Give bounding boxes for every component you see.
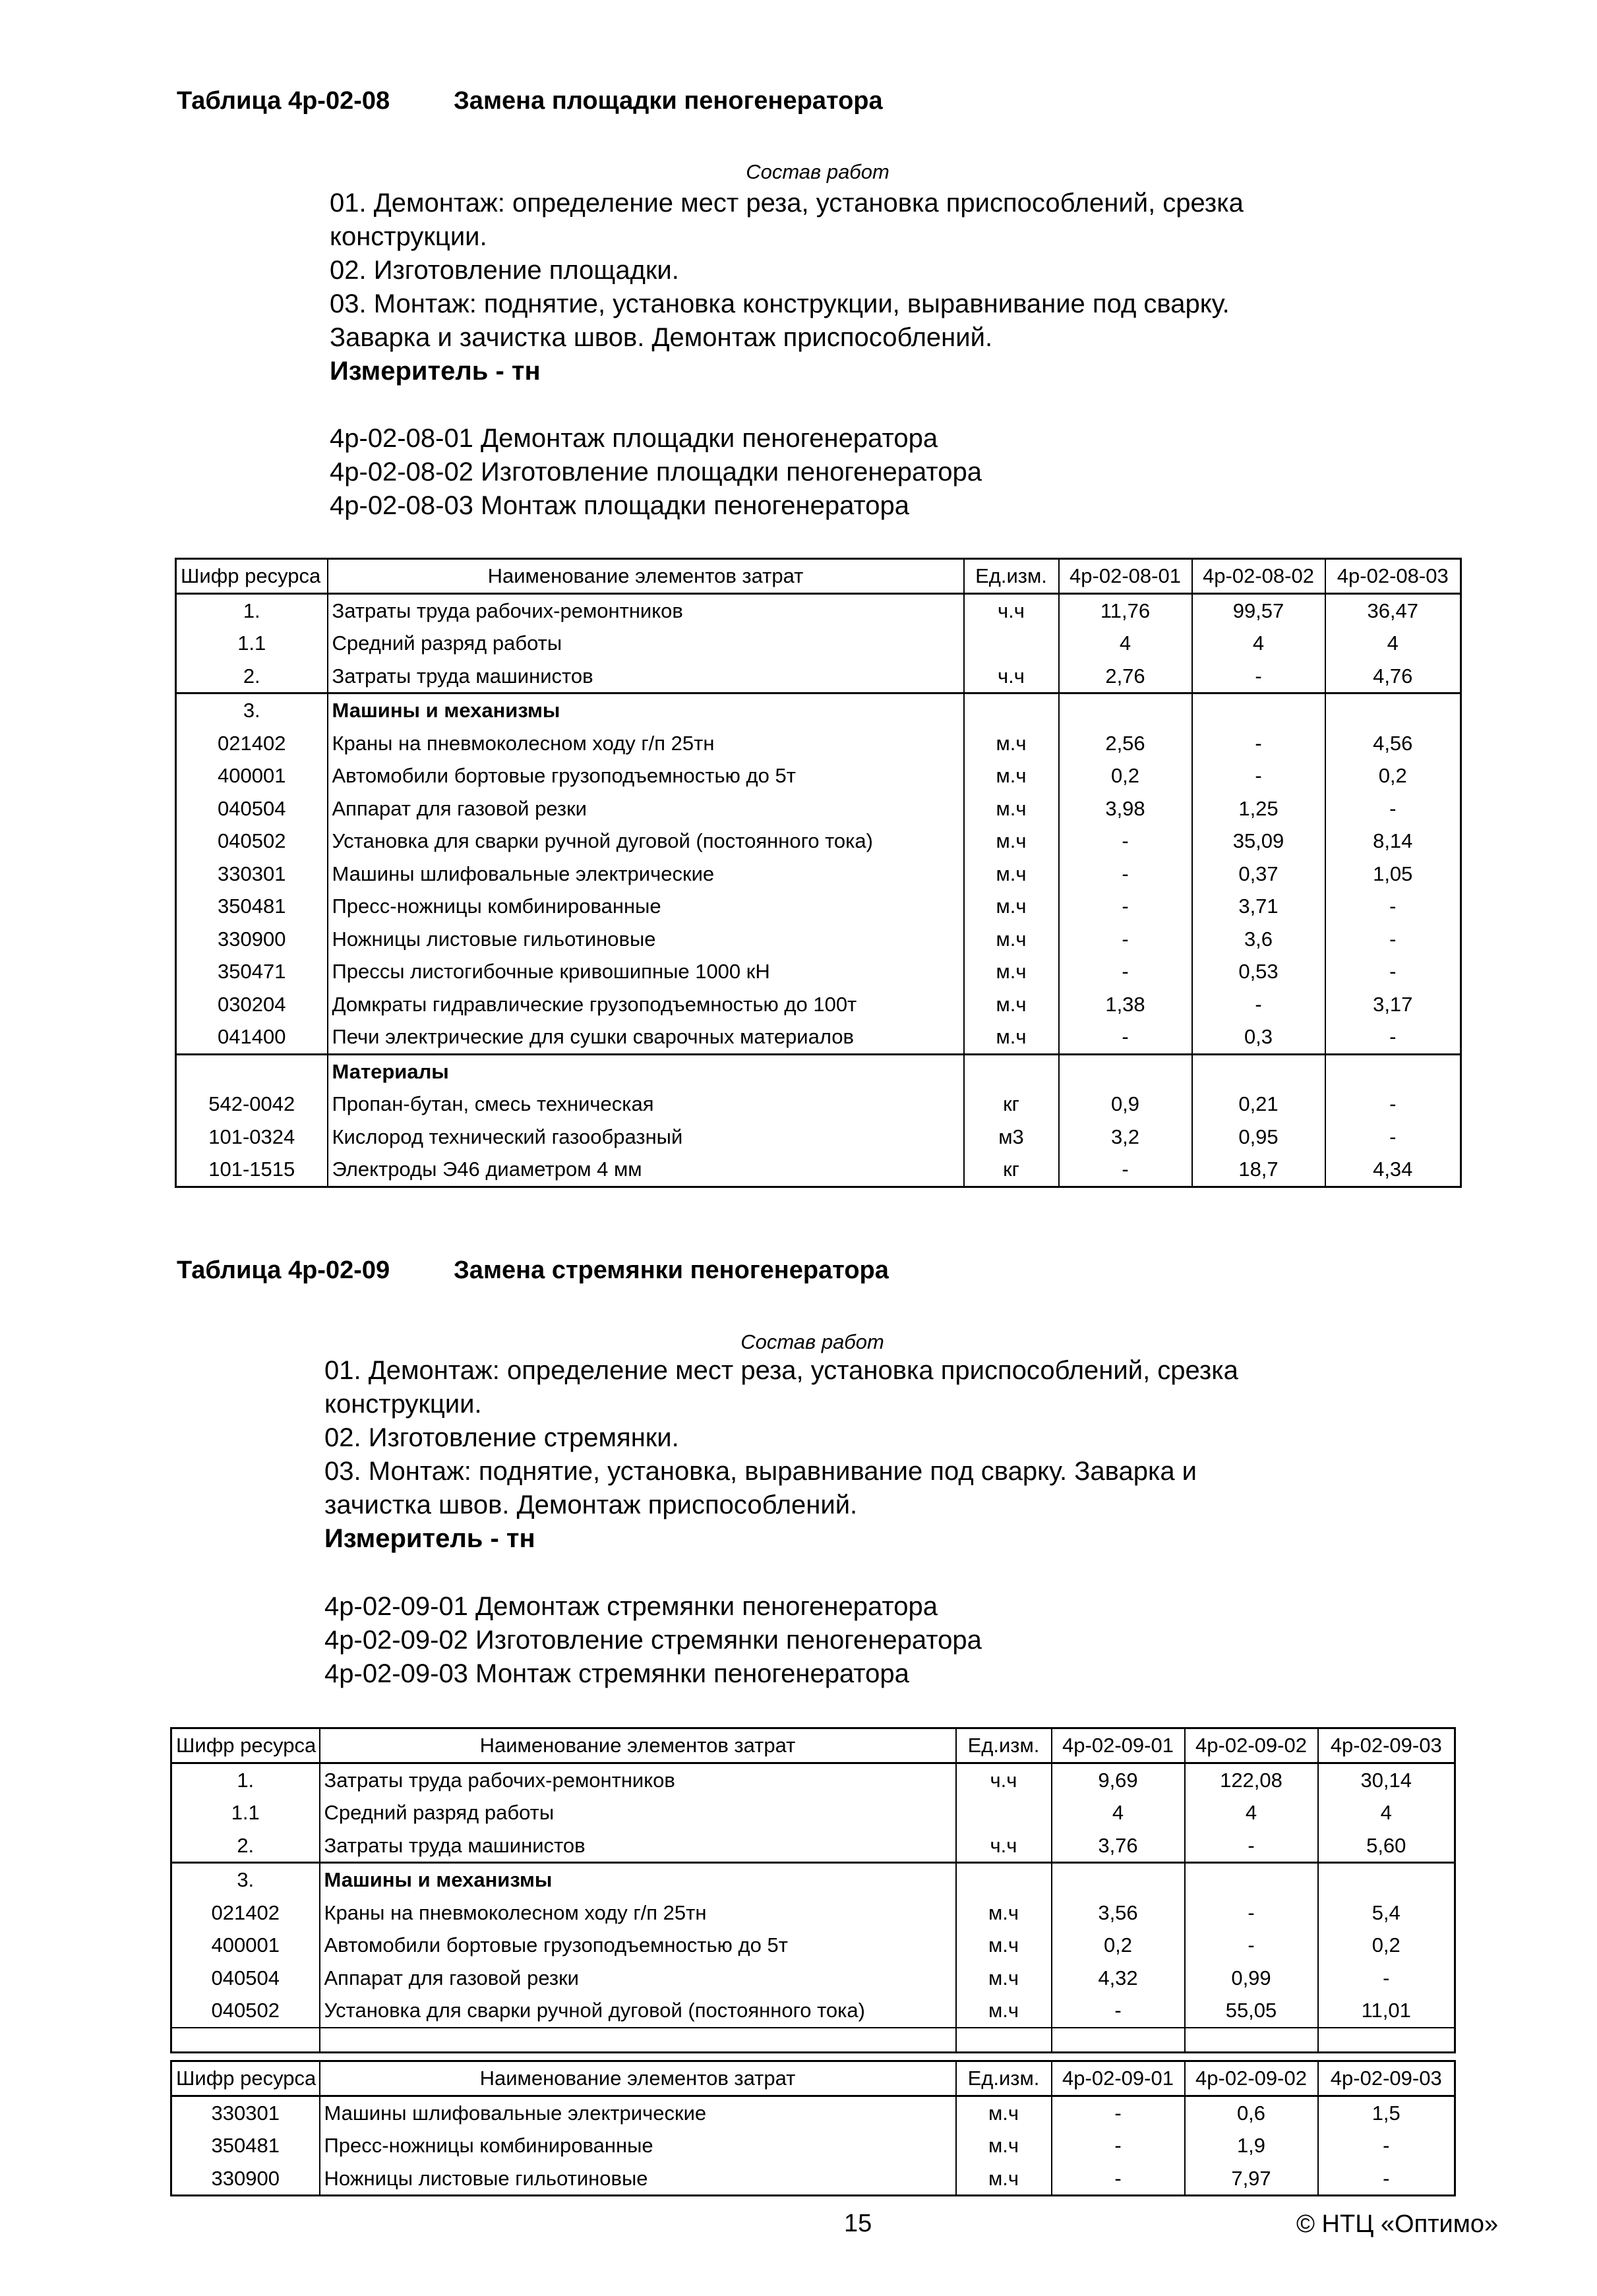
cost-element-name-cell: Прессы листогибочные кривошипные 1000 кН bbox=[328, 955, 964, 988]
cost-element-name-cell: Электроды Э46 диаметром 4 мм bbox=[328, 1153, 964, 1187]
resource-code-cell: 400001 bbox=[176, 759, 328, 792]
unit-cell: ч.ч bbox=[956, 1829, 1052, 1863]
unit-cell: м.ч bbox=[964, 858, 1059, 891]
column-header: Шифр ресурса bbox=[176, 559, 328, 594]
table2-work-line: 01. Демонтаж: определение мест реза, установка приспособлений, срезка конструкции. bbox=[324, 1356, 1238, 1419]
resource-code-cell bbox=[176, 1054, 328, 1088]
value-cell: - bbox=[1059, 1153, 1192, 1187]
column-header: Наименование элементов затрат bbox=[320, 1728, 956, 1763]
column-header: 4р-02-09-01 bbox=[1052, 1728, 1185, 1763]
unit-cell: м.ч bbox=[964, 825, 1059, 858]
resource-code-cell: 350471 bbox=[176, 955, 328, 988]
value-cell bbox=[1185, 1863, 1318, 1897]
value-cell: 1,05 bbox=[1325, 858, 1461, 891]
unit-cell: м.ч bbox=[956, 2096, 1052, 2129]
value-cell: 3,17 bbox=[1325, 988, 1461, 1021]
table-row bbox=[176, 627, 1461, 660]
table-row bbox=[176, 1153, 1461, 1187]
unit-cell: м.ч bbox=[964, 759, 1059, 792]
value-cell: 0,2 bbox=[1318, 1929, 1455, 1962]
table2-work-description bbox=[324, 1354, 1300, 1556]
value-cell: - bbox=[1059, 825, 1192, 858]
value-cell: 0,53 bbox=[1192, 955, 1325, 988]
table1-norm-item: 4р-02-08-02 Изготовление площадки пеногенератора bbox=[330, 457, 982, 486]
table-row bbox=[171, 2162, 1455, 2196]
value-cell: - bbox=[1059, 1020, 1192, 1054]
table2-work-heading: Состав работ bbox=[740, 1330, 884, 1353]
value-cell: 0,2 bbox=[1052, 1929, 1185, 1962]
table1-norm-item: 4р-02-08-01 Демонтаж площадки пеногенератора bbox=[330, 424, 938, 453]
column-header: 4р-02-08-01 bbox=[1059, 559, 1192, 594]
table1-title bbox=[177, 87, 883, 115]
table-row bbox=[171, 1863, 1455, 1897]
column-header: 4р-02-09-01 bbox=[1052, 2061, 1185, 2096]
table2-work-line: 02. Изготовление стремянки. bbox=[324, 1423, 679, 1452]
column-header: Наименование элементов затрат bbox=[328, 559, 964, 594]
table-row bbox=[171, 1897, 1455, 1929]
unit-cell: м.ч bbox=[956, 1994, 1052, 2028]
table-row bbox=[176, 923, 1461, 956]
value-cell bbox=[1059, 693, 1192, 727]
value-cell: - bbox=[1318, 2162, 1455, 2196]
table2-norm-item: 4р-02-09-01 Демонтаж стремянки пеногенератора bbox=[324, 1592, 938, 1621]
cost-element-name-cell: Печи электрические для сушки сварочных материалов bbox=[328, 1020, 964, 1054]
resource-code-cell: 542-0042 bbox=[176, 1088, 328, 1121]
unit-cell: ч.ч bbox=[956, 1763, 1052, 1796]
unit-cell: ч.ч bbox=[964, 660, 1059, 693]
value-cell: 9,69 bbox=[1052, 1763, 1185, 1796]
cost-element-name-cell: Автомобили бортовые грузоподъемностью до 5т bbox=[320, 1929, 956, 1962]
value-cell: - bbox=[1192, 660, 1325, 693]
table-row bbox=[171, 1929, 1455, 1962]
value-cell: 122,08 bbox=[1185, 1763, 1318, 1796]
cost-element-name-cell: Пропан-бутан, смесь техническая bbox=[328, 1088, 964, 1121]
resource-code-cell: 330900 bbox=[176, 923, 328, 956]
resource-code-cell: 1.1 bbox=[176, 627, 328, 660]
cost-element-name-cell: Домкраты гидравлические грузоподъемностью до 100т bbox=[328, 988, 964, 1021]
value-cell: 4 bbox=[1059, 627, 1192, 660]
value-cell: 3,2 bbox=[1059, 1121, 1192, 1154]
value-cell: - bbox=[1059, 890, 1192, 923]
table2-code: Таблица 4р-02-09 bbox=[177, 1256, 390, 1284]
cost-element-name-cell: Машины шлифовальные электрические bbox=[320, 2096, 956, 2129]
value-cell: - bbox=[1052, 2096, 1185, 2129]
cost-element-name-cell: Затраты труда рабочих-ремонтников bbox=[320, 1763, 956, 1796]
cost-element-name-cell: Пресс-ножницы комбинированные bbox=[320, 2129, 956, 2162]
unit-cell: м.ч bbox=[964, 792, 1059, 825]
column-header: Ед.изм. bbox=[964, 559, 1059, 594]
value-cell: 35,09 bbox=[1192, 825, 1325, 858]
page-number: 15 bbox=[844, 2210, 872, 2237]
value-cell: - bbox=[1325, 792, 1461, 825]
resource-code-cell: 1.1 bbox=[171, 1796, 320, 1829]
table1-work-heading: Состав работ bbox=[746, 160, 889, 183]
unit-cell: м.ч bbox=[964, 727, 1059, 760]
resource-code-cell: 1. bbox=[176, 593, 328, 627]
value-cell: 4 bbox=[1325, 627, 1461, 660]
cost-element-name-cell: Краны на пневмоколесном ходу г/п 25тн bbox=[328, 727, 964, 760]
unit-cell: м.ч bbox=[956, 1929, 1052, 1962]
value-cell: 0,6 bbox=[1185, 2096, 1318, 2129]
cost-element-name-cell: Аппарат для газовой резки bbox=[320, 1962, 956, 1995]
copyright: © НТЦ «Оптимо» bbox=[1296, 2210, 1499, 2238]
value-cell: 3,98 bbox=[1059, 792, 1192, 825]
table1-code: Таблица 4р-02-08 bbox=[177, 87, 390, 115]
table2-norm-list bbox=[324, 1590, 982, 1691]
value-cell: 4 bbox=[1052, 1796, 1185, 1829]
cost-element-name-cell: Машины шлифовальные электрические bbox=[328, 858, 964, 891]
value-cell: 4,32 bbox=[1052, 1962, 1185, 1995]
unit-cell: м.ч bbox=[956, 1962, 1052, 1995]
table-row bbox=[176, 759, 1461, 792]
column-header: Шифр ресурса bbox=[171, 1728, 320, 1763]
value-cell: 1,5 bbox=[1318, 2096, 1455, 2129]
resource-code-cell: 041400 bbox=[176, 1020, 328, 1054]
value-cell: - bbox=[1185, 1929, 1318, 1962]
value-cell: 18,7 bbox=[1192, 1153, 1325, 1187]
value-cell bbox=[1192, 1054, 1325, 1088]
table1-name: Замена площадки пеногенератора bbox=[454, 87, 883, 115]
table-row bbox=[171, 2129, 1455, 2162]
table1-measure: Измеритель - тн bbox=[330, 357, 541, 386]
resource-code-cell: 330900 bbox=[171, 2162, 320, 2196]
value-cell: 1,38 bbox=[1059, 988, 1192, 1021]
value-cell: 4,34 bbox=[1325, 1153, 1461, 1187]
table-row bbox=[171, 2096, 1455, 2129]
value-cell: 7,97 bbox=[1185, 2162, 1318, 2196]
cost-element-name-cell: Пресс-ножницы комбинированные bbox=[328, 890, 964, 923]
value-cell: - bbox=[1325, 955, 1461, 988]
value-cell: 4 bbox=[1192, 627, 1325, 660]
table-row bbox=[171, 1796, 1455, 1829]
value-cell: - bbox=[1059, 955, 1192, 988]
value-cell: 0,3 bbox=[1192, 1020, 1325, 1054]
column-header: 4р-02-08-03 bbox=[1325, 559, 1461, 594]
unit-cell bbox=[964, 693, 1059, 727]
value-cell: 4 bbox=[1318, 1796, 1455, 1829]
table-row bbox=[171, 1962, 1455, 1995]
table1-work-line: 01. Демонтаж: определение мест реза, установка приспособлений, срезка конструкции. bbox=[330, 189, 1244, 251]
empty-cell bbox=[956, 2028, 1052, 2053]
table-row bbox=[176, 988, 1461, 1021]
cost-element-name-cell: Краны на пневмоколесном ходу г/п 25тн bbox=[320, 1897, 956, 1929]
value-cell: 99,57 bbox=[1192, 593, 1325, 627]
table-header-row bbox=[171, 1728, 1455, 1763]
value-cell: - bbox=[1325, 923, 1461, 956]
empty-cell bbox=[171, 2028, 320, 2053]
table-row bbox=[176, 858, 1461, 891]
value-cell bbox=[1052, 1863, 1185, 1897]
unit-cell: м.ч bbox=[964, 1020, 1059, 1054]
cost-element-name-cell: Установка для сварки ручной дуговой (постоянного тока) bbox=[328, 825, 964, 858]
table2-title bbox=[177, 1256, 889, 1285]
table-row bbox=[176, 890, 1461, 923]
column-header: 4р-02-09-02 bbox=[1185, 1728, 1318, 1763]
table1-norm-list bbox=[330, 422, 982, 523]
value-cell: 0,95 bbox=[1192, 1121, 1325, 1154]
value-cell: - bbox=[1192, 988, 1325, 1021]
unit-cell: м.ч bbox=[956, 1897, 1052, 1929]
unit-cell: м.ч bbox=[964, 890, 1059, 923]
value-cell: - bbox=[1052, 2162, 1185, 2196]
value-cell: - bbox=[1052, 2129, 1185, 2162]
cost-element-name-cell: Средний разряд работы bbox=[320, 1796, 956, 1829]
table-row bbox=[176, 1088, 1461, 1121]
empty-cell bbox=[1185, 2028, 1318, 2053]
table1-work-line: 02. Изготовление площадки. bbox=[330, 256, 679, 285]
value-cell: 11,01 bbox=[1318, 1994, 1455, 2028]
value-cell: 0,2 bbox=[1325, 759, 1461, 792]
unit-cell: м.ч bbox=[956, 2129, 1052, 2162]
cost-element-name-cell: Кислород технический газообразный bbox=[328, 1121, 964, 1154]
value-cell: 4 bbox=[1185, 1796, 1318, 1829]
table1-work-line: 03. Монтаж: поднятие, установка конструкции, выравнивание под сварку. Заварка и зачистка швов. Демонтаж приспособлений. bbox=[330, 289, 1230, 352]
table-header-row bbox=[176, 559, 1461, 594]
cost-element-name-cell: Машины и механизмы bbox=[328, 693, 964, 727]
resource-code-cell: 330301 bbox=[176, 858, 328, 891]
empty-cell bbox=[1052, 2028, 1185, 2053]
value-cell: - bbox=[1052, 1994, 1185, 2028]
value-cell bbox=[1318, 1863, 1455, 1897]
resource-code-cell: 040502 bbox=[176, 825, 328, 858]
value-cell: - bbox=[1318, 1962, 1455, 1995]
value-cell: - bbox=[1185, 1897, 1318, 1929]
value-cell: 0,9 bbox=[1059, 1088, 1192, 1121]
value-cell: 3,71 bbox=[1192, 890, 1325, 923]
cost-element-name-cell: Затраты труда машинистов bbox=[328, 660, 964, 693]
empty-cell bbox=[1318, 2028, 1455, 2053]
cost-element-name-cell: Затраты труда рабочих-ремонтников bbox=[328, 593, 964, 627]
column-header: 4р-02-08-02 bbox=[1192, 559, 1325, 594]
table-spacer-row bbox=[171, 2028, 1455, 2053]
value-cell: 4,56 bbox=[1325, 727, 1461, 760]
table-row bbox=[176, 792, 1461, 825]
value-cell: 4,76 bbox=[1325, 660, 1461, 693]
table-row bbox=[176, 955, 1461, 988]
value-cell: - bbox=[1325, 1020, 1461, 1054]
value-cell: 3,56 bbox=[1052, 1897, 1185, 1929]
resource-code-cell: 101-1515 bbox=[176, 1153, 328, 1187]
resource-code-cell: 040502 bbox=[171, 1994, 320, 2028]
value-cell: - bbox=[1185, 1829, 1318, 1863]
resource-code-cell: 3. bbox=[171, 1863, 320, 1897]
resource-code-cell: 350481 bbox=[176, 890, 328, 923]
resource-code-cell: 030204 bbox=[176, 988, 328, 1021]
cost-element-name-cell: Ножницы листовые гильотиновые bbox=[320, 2162, 956, 2196]
column-header: Ед.изм. bbox=[956, 2061, 1052, 2096]
value-cell: - bbox=[1325, 1121, 1461, 1154]
unit-cell bbox=[964, 1054, 1059, 1088]
value-cell: - bbox=[1192, 727, 1325, 760]
column-header: 4р-02-09-03 bbox=[1318, 1728, 1455, 1763]
value-cell: 8,14 bbox=[1325, 825, 1461, 858]
value-cell: 0,37 bbox=[1192, 858, 1325, 891]
unit-cell bbox=[964, 627, 1059, 660]
table2-name: Замена стремянки пеногенератора bbox=[454, 1256, 889, 1284]
resource-code-cell: 021402 bbox=[171, 1897, 320, 1929]
table-row bbox=[176, 1054, 1461, 1088]
value-cell: 5,4 bbox=[1318, 1897, 1455, 1929]
unit-cell: м.ч bbox=[964, 955, 1059, 988]
value-cell: 36,47 bbox=[1325, 593, 1461, 627]
unit-cell: м.ч bbox=[964, 923, 1059, 956]
value-cell: 3,6 bbox=[1192, 923, 1325, 956]
column-header: 4р-02-09-03 bbox=[1318, 2061, 1455, 2096]
unit-cell: кг bbox=[964, 1088, 1059, 1121]
table2-measure: Измеритель - тн bbox=[324, 1524, 535, 1553]
value-cell: 0,2 bbox=[1059, 759, 1192, 792]
value-cell bbox=[1192, 693, 1325, 727]
table-row bbox=[176, 593, 1461, 627]
unit-cell: м3 bbox=[964, 1121, 1059, 1154]
value-cell: 2,76 bbox=[1059, 660, 1192, 693]
value-cell: 1,25 bbox=[1192, 792, 1325, 825]
value-cell bbox=[1325, 693, 1461, 727]
cost-element-name-cell: Затраты труда машинистов bbox=[320, 1829, 956, 1863]
table1-work-description bbox=[330, 187, 1306, 388]
unit-cell: м.ч bbox=[956, 2162, 1052, 2196]
column-header: 4р-02-09-02 bbox=[1185, 2061, 1318, 2096]
unit-cell bbox=[956, 1796, 1052, 1829]
cost-element-name-cell: Установка для сварки ручной дуговой (постоянного тока) bbox=[320, 1994, 956, 2028]
resource-table-4r-02-09 bbox=[170, 1727, 1456, 2053]
value-cell: - bbox=[1325, 890, 1461, 923]
table1-norm-item: 4р-02-08-03 Монтаж площадки пеногенератора bbox=[330, 491, 910, 520]
table-row bbox=[176, 660, 1461, 693]
table-row bbox=[171, 1994, 1455, 2028]
value-cell: - bbox=[1318, 2129, 1455, 2162]
cost-element-name-cell: Ножницы листовые гильотиновые bbox=[328, 923, 964, 956]
value-cell: 5,60 bbox=[1318, 1829, 1455, 1863]
resource-code-cell: 021402 bbox=[176, 727, 328, 760]
column-header: Ед.изм. bbox=[956, 1728, 1052, 1763]
unit-cell: кг bbox=[964, 1153, 1059, 1187]
resource-code-cell: 101-0324 bbox=[176, 1121, 328, 1154]
unit-cell bbox=[956, 1863, 1052, 1897]
cost-element-name-cell: Автомобили бортовые грузоподъемностью до 5т bbox=[328, 759, 964, 792]
value-cell bbox=[1059, 1054, 1192, 1088]
cost-element-name-cell: Материалы bbox=[328, 1054, 964, 1088]
table2-work-line: 03. Монтаж: поднятие, установка, выравнивание под сварку. Заварка и зачистка швов. Демонтаж приспособлений. bbox=[324, 1457, 1197, 1519]
value-cell: - bbox=[1059, 923, 1192, 956]
value-cell bbox=[1325, 1054, 1461, 1088]
resource-code-cell: 2. bbox=[176, 660, 328, 693]
value-cell: 2,56 bbox=[1059, 727, 1192, 760]
cost-element-name-cell: Машины и механизмы bbox=[320, 1863, 956, 1897]
table-row bbox=[176, 727, 1461, 760]
unit-cell: м.ч bbox=[964, 988, 1059, 1021]
table-row bbox=[171, 1763, 1455, 1796]
resource-code-cell: 040504 bbox=[176, 792, 328, 825]
table-row bbox=[176, 693, 1461, 727]
value-cell: - bbox=[1192, 759, 1325, 792]
column-header: Шифр ресурса bbox=[171, 2061, 320, 2096]
table-header-row bbox=[171, 2061, 1455, 2096]
value-cell: 3,76 bbox=[1052, 1829, 1185, 1863]
value-cell: 0,99 bbox=[1185, 1962, 1318, 1995]
column-header: Наименование элементов затрат bbox=[320, 2061, 956, 2096]
unit-cell: ч.ч bbox=[964, 593, 1059, 627]
value-cell: - bbox=[1059, 858, 1192, 891]
cost-element-name-cell: Средний разряд работы bbox=[328, 627, 964, 660]
resource-table-4r-02-08 bbox=[175, 558, 1462, 1188]
value-cell: 30,14 bbox=[1318, 1763, 1455, 1796]
cost-element-name-cell: Аппарат для газовой резки bbox=[328, 792, 964, 825]
resource-code-cell: 350481 bbox=[171, 2129, 320, 2162]
table-row bbox=[171, 1829, 1455, 1863]
resource-table-4r-02-09-continuation bbox=[170, 2060, 1456, 2196]
value-cell: 1,9 bbox=[1185, 2129, 1318, 2162]
resource-code-cell: 330301 bbox=[171, 2096, 320, 2129]
value-cell: - bbox=[1325, 1088, 1461, 1121]
value-cell: 11,76 bbox=[1059, 593, 1192, 627]
table-row bbox=[176, 1121, 1461, 1154]
table2-norm-item: 4р-02-09-03 Монтаж стремянки пеногенератора bbox=[324, 1659, 909, 1688]
value-cell: 0,21 bbox=[1192, 1088, 1325, 1121]
table2-norm-item: 4р-02-09-02 Изготовление стремянки пеногенератора bbox=[324, 1626, 982, 1655]
resource-code-cell: 040504 bbox=[171, 1962, 320, 1995]
resource-code-cell: 2. bbox=[171, 1829, 320, 1863]
resource-code-cell: 3. bbox=[176, 693, 328, 727]
resource-code-cell: 1. bbox=[171, 1763, 320, 1796]
empty-cell bbox=[320, 2028, 956, 2053]
table-row bbox=[176, 1020, 1461, 1054]
table-row bbox=[176, 825, 1461, 858]
resource-code-cell: 400001 bbox=[171, 1929, 320, 1962]
value-cell: 55,05 bbox=[1185, 1994, 1318, 2028]
